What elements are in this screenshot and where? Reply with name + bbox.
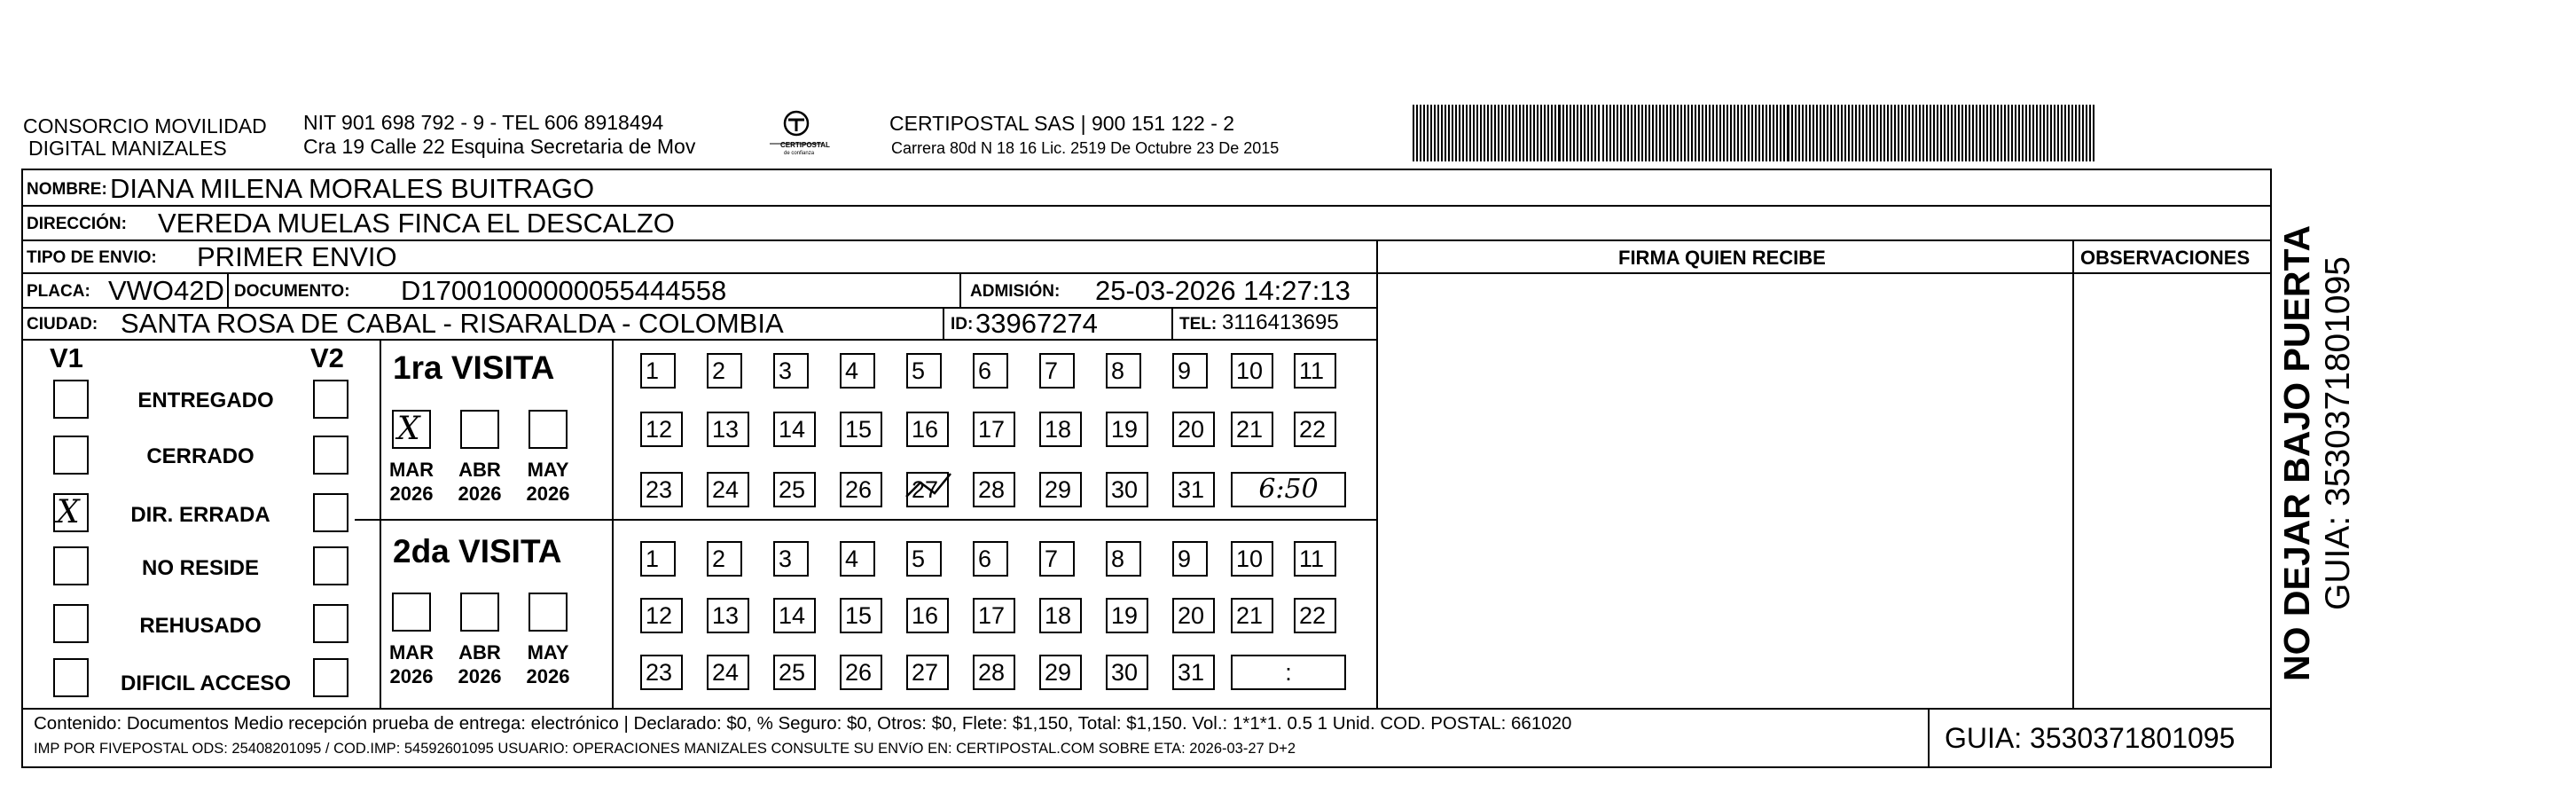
marked-day: 27 [912,476,939,503]
second-visit-title: 2da VISITA [393,533,562,569]
checkmark-dir-errada: X [57,494,80,530]
day-box[interactable]: 20 [1172,598,1215,633]
day-box[interactable]: 9 [1172,353,1208,389]
day-box[interactable]: 18 [1039,412,1082,447]
day-box[interactable]: 6 [973,541,1008,577]
tipo-envio-value: PRIMER ENVIO [197,241,397,272]
v1-checkbox-entregado[interactable] [53,380,89,419]
v2-checkbox-rehusado[interactable] [313,604,348,643]
day-box[interactable]: 1 [640,353,676,389]
admision-label: ADMISIÓN: [970,282,1061,301]
side-warning: NO DEJAR BAJO PUERTA [2276,224,2317,681]
contenido-text: Contenido: Documentos Medio recepción prueba de entrega: electrónico | Declarado: $0, % Seguro: $0, Otros: $0, Flete: $1,150, Total: $1,150. Vol.: 1*1*1. 0.5 1 Unid. COD. POSTAL: 661020 [34,713,1572,734]
company-name-line2: DIGITAL MANIZALES [28,137,227,160]
day-box[interactable]: 2 [707,353,742,389]
day-box[interactable]: 21 [1231,412,1273,447]
day-box[interactable]: 4 [840,353,875,389]
status-label-cerrado: CERRADO [146,444,254,468]
v2-checkbox-cerrado[interactable] [313,436,348,475]
imp-text: IMP POR FIVEPOSTAL ODS: 25408201095 / COD.IMP: 54592601095 USUARIO: OPERACIONES MANIZALES CONSULTE SU ENVíO EN: CERTIPOSTAL.COM SOBRE ETA: 2026-03-27 D+2 [34,741,1296,757]
day-box[interactable]: 31 [1172,472,1215,507]
admision-value: 25-03-2026 14:27:13 [1095,275,1351,306]
first-visit-day-grid [640,353,1350,513]
status-label-dir-errada: DIR. ERRADA [130,503,270,527]
day-box[interactable]: 14 [773,412,816,447]
nombre-value: DIANA MILENA MORALES BUITRAGO [110,173,595,204]
first-visit-month-mar-box[interactable] [392,410,431,449]
day-box[interactable]: 10 [1231,353,1273,389]
documento-value: D17001000000055444558 [401,275,727,306]
status-label-entregado: ENTREGADO [137,389,274,412]
day-box[interactable]: 12 [640,412,683,447]
day-box[interactable]: 25 [773,472,816,507]
day-box[interactable]: 30 [1106,655,1148,690]
v2-checkbox-dificil-acceso[interactable] [313,658,348,697]
day-box[interactable]: 16 [906,598,949,633]
status-label-no-reside: NO RESIDE [141,556,260,580]
day-box[interactable]: 23 [640,655,683,690]
day-box[interactable]: 6 [973,353,1008,389]
day-box[interactable]: 29 [1039,655,1082,690]
day-box[interactable]: 22 [1294,598,1336,633]
first-visit-month-mark: X [397,411,420,447]
tel-label: TEL: [1179,315,1218,334]
day-box[interactable]: 26 [840,655,882,690]
day-box[interactable]: 26 [840,472,882,507]
tel-value: 3116413695 [1222,310,1339,334]
day-box[interactable]: 24 [707,655,749,690]
day-box[interactable]: 19 [1106,412,1148,447]
day-box[interactable]: 13 [707,598,749,633]
v1-checkbox-dificil-acceso[interactable] [53,658,89,697]
day-box[interactable]: 3 [773,353,809,389]
second-visit-time-box[interactable] [1231,655,1346,690]
barcode [1413,105,2095,161]
first-visit-title: 1ra VISITA [393,349,555,386]
v2-label: V2 [310,342,344,373]
first-visit-month-mar-label: MAR 2026 [388,459,435,505]
day-box[interactable]: 7 [1039,541,1075,577]
day-box[interactable]: 20 [1172,412,1215,447]
placa-value: VWO42D [108,275,224,306]
v1-checkbox-no-reside[interactable] [53,546,89,585]
footer-guia: GUIA: 3530371801095 [1945,722,2235,754]
status-label-rehusado: REHUSADO [139,614,262,638]
firma-label: FIRMA QUIEN RECIBE [1618,247,1826,269]
second-visit-month-may-box[interactable] [529,593,568,632]
company-address: Cra 19 Calle 22 Esquina Secretaria de Mov [303,135,696,158]
day-box[interactable]: 30 [1106,472,1148,507]
first-visit-month-may-box[interactable] [529,410,568,449]
day-box[interactable]: 9 [1172,541,1208,577]
day-box[interactable]: 7 [1039,353,1075,389]
first-visit-time-box[interactable] [1231,472,1346,507]
day-box[interactable]: 8 [1106,353,1141,389]
day-box[interactable]: 8 [1106,541,1141,577]
v2-checkbox-entregado[interactable] [313,380,348,419]
day-box[interactable]: 27 [906,655,949,690]
company-nit: NIT 901 698 792 - 9 - TEL 606 8918494 [303,111,664,134]
nombre-label: NOMBRE: [27,180,107,199]
day-box[interactable]: 3 [773,541,809,577]
first-visit-month-may-label: MAY 2026 [526,459,570,505]
day-box[interactable]: 15 [840,412,882,447]
day-box[interactable]: 1 [640,541,676,577]
v1-label: V1 [50,342,83,373]
observaciones-label: OBSERVACIONES [2080,247,2251,269]
day-box[interactable]: 2 [707,541,742,577]
first-visit-time: 6:50 [1258,474,1319,505]
second-visit-month-abr-box[interactable] [460,593,499,632]
day-box[interactable]: 22 [1294,412,1336,447]
direccion-value: VEREDA MUELAS FINCA EL DESCALZO [158,208,675,239]
second-visit-time: : [1285,659,1292,686]
status-label-dificil-acceso: DIFICIL ACCESO [120,671,292,695]
v1-checkbox-rehusado[interactable] [53,604,89,643]
second-visit-month-mar-label: MAR 2026 [388,641,435,687]
day-box-marked[interactable] [906,472,949,507]
id-value: 33967274 [975,308,1098,339]
placa-label: PLACA: [27,282,90,301]
day-box[interactable]: 25 [773,655,816,690]
day-box[interactable]: 15 [840,598,882,633]
day-box[interactable]: 17 [973,412,1015,447]
day-box[interactable]: 12 [640,598,683,633]
day-box[interactable]: 4 [840,541,875,577]
second-visit-day-grid [640,541,1350,701]
day-box[interactable]: 5 [906,353,942,389]
day-check-mark [901,470,954,509]
day-box[interactable]: 31 [1172,655,1215,690]
day-box[interactable]: 19 [1106,598,1148,633]
day-box[interactable]: 18 [1039,598,1082,633]
side-guia: GUIA: 3530371801095 [2319,256,2357,610]
day-box[interactable]: 16 [906,412,949,447]
day-box[interactable]: 21 [1231,598,1273,633]
day-box[interactable]: 14 [773,598,816,633]
tipo-envio-label: TIPO DE ENVIO: [27,248,157,267]
day-box[interactable]: 24 [707,472,749,507]
day-box[interactable]: 28 [973,472,1015,507]
day-box[interactable]: 28 [973,655,1015,690]
ciudad-label: CIUDAD: [27,315,98,334]
v2-checkbox-dir-errada[interactable] [313,493,348,532]
id-label: ID: [951,315,974,334]
day-box[interactable]: 5 [906,541,942,577]
ciudad-value: SANTA ROSA DE CABAL - RISARALDA - COLOMBIA [121,308,784,339]
day-box[interactable]: 23 [640,472,683,507]
day-box[interactable]: 11 [1294,541,1336,577]
company-name-line1: CONSORCIO MOVILIDAD [23,114,267,137]
certipostal-title: CERTIPOSTAL SAS | 900 151 122 - 2 [889,112,1235,135]
day-box[interactable]: 11 [1294,353,1336,389]
v1-checkbox-cerrado[interactable] [53,436,89,475]
documento-label: DOCUMENTO: [234,282,350,301]
logo-subtext: de confianza [784,151,815,156]
first-visit-month-abr-box[interactable] [460,410,499,449]
day-box[interactable]: 13 [707,412,749,447]
day-box[interactable]: 10 [1231,541,1273,577]
second-visit-month-abr-label: ABR 2026 [458,641,502,687]
v2-checkbox-no-reside[interactable] [313,546,348,585]
day-box[interactable]: 29 [1039,472,1082,507]
second-visit-month-mar-box[interactable] [392,593,431,632]
logo-text: CERTIPOSTAL [780,141,830,149]
direccion-label: DIRECCIÓN: [27,215,127,233]
second-visit-month-may-label: MAY 2026 [526,641,570,687]
day-box[interactable]: 17 [973,598,1015,633]
first-visit-month-abr-label: ABR 2026 [458,459,502,505]
v1-checkbox-dir-errada[interactable] [53,493,89,532]
certipostal-address: Carrera 80d N 18 16 Lic. 2519 De Octubre 23 De 2015 [891,139,1280,157]
